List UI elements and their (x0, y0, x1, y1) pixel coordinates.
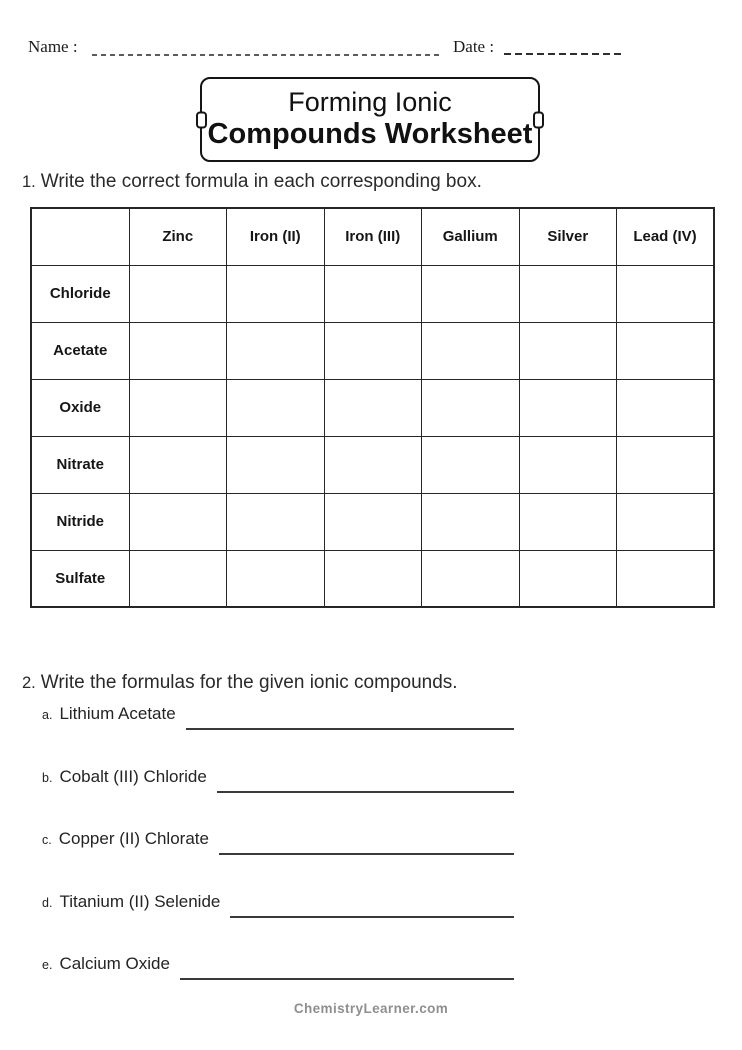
formula-cell[interactable] (519, 322, 617, 379)
answer-line[interactable] (230, 916, 514, 918)
table-row (31, 379, 714, 436)
table-row (31, 265, 714, 322)
column-header-lead-iv: Lead (IV) (617, 208, 715, 265)
formula-cell[interactable] (227, 550, 325, 607)
item-text: Titanium (II) Selenide (59, 892, 221, 911)
formula-cell[interactable] (617, 436, 715, 493)
formula-cell[interactable] (422, 322, 520, 379)
column-header-iron-iii: Iron (III) (324, 208, 422, 265)
table-header-row (31, 208, 714, 265)
item-text: Calcium Oxide (59, 954, 170, 973)
formula-cell[interactable] (227, 379, 325, 436)
item-letter: d. (42, 896, 53, 910)
formula-cell[interactable] (519, 436, 617, 493)
row-header-oxide: Oxide (31, 379, 129, 436)
formula-cell[interactable] (617, 322, 715, 379)
corner-cell (31, 208, 129, 265)
title-line-1: Forming Ionic (288, 87, 452, 118)
column-header-iron-ii: Iron (II) (227, 208, 325, 265)
formula-cell[interactable] (129, 436, 227, 493)
formula-cell[interactable] (519, 550, 617, 607)
answer-line[interactable] (186, 728, 514, 730)
formula-cell[interactable] (422, 550, 520, 607)
item-letter: b. (42, 771, 53, 785)
row-header-nitrate: Nitrate (31, 436, 129, 493)
list-item-b (42, 766, 514, 789)
formula-cell[interactable] (129, 379, 227, 436)
formula-cell[interactable] (617, 493, 715, 550)
column-header-gallium: Gallium (422, 208, 520, 265)
formula-cell[interactable] (617, 265, 715, 322)
row-header-chloride: Chloride (31, 265, 129, 322)
worksheet-title-box (200, 77, 540, 162)
question-2-number: 2. (22, 674, 36, 692)
table-row (31, 550, 714, 607)
question-1 (22, 171, 482, 193)
formula-cell[interactable] (519, 265, 617, 322)
formula-cell[interactable] (227, 322, 325, 379)
formula-cell[interactable] (129, 322, 227, 379)
item-letter: c. (42, 833, 52, 847)
name-fill-line[interactable] (92, 54, 439, 56)
answer-line[interactable] (219, 853, 514, 855)
date-label: Date : (453, 37, 495, 56)
formula-cell[interactable] (422, 379, 520, 436)
question-2 (22, 672, 458, 694)
question-1-number: 1. (22, 173, 36, 191)
formula-cell[interactable] (129, 493, 227, 550)
formula-cell[interactable] (519, 379, 617, 436)
formula-cell[interactable] (227, 493, 325, 550)
item-text: Lithium Acetate (59, 704, 176, 723)
formula-cell[interactable] (422, 265, 520, 322)
formula-cell[interactable] (324, 322, 422, 379)
item-letter: a. (42, 708, 53, 722)
table-row (31, 493, 714, 550)
formula-cell[interactable] (324, 436, 422, 493)
item-text: Copper (II) Chlorate (58, 829, 209, 848)
formula-cell[interactable] (129, 550, 227, 607)
formula-cell[interactable] (227, 265, 325, 322)
row-header-nitride: Nitride (31, 493, 129, 550)
item-text: Cobalt (III) Chloride (59, 767, 207, 786)
left-handle-decoration (196, 111, 207, 128)
name-label: Name : (28, 37, 78, 56)
list-item-d (42, 891, 514, 914)
answer-line[interactable] (217, 791, 514, 793)
formula-cell[interactable] (617, 550, 715, 607)
list-item-c (42, 828, 514, 851)
title-line-2: Compounds Worksheet (207, 118, 533, 151)
list-item-e (42, 953, 514, 976)
question-1-text: Write the correct formula in each corresponding box. (40, 171, 482, 192)
right-handle-decoration (533, 111, 544, 128)
site-credit: ChemistryLearner.com (293, 1001, 449, 1016)
formula-cell[interactable] (324, 493, 422, 550)
column-header-zinc: Zinc (129, 208, 227, 265)
formula-cell[interactable] (422, 436, 520, 493)
row-header-acetate: Acetate (31, 322, 129, 379)
formula-cell[interactable] (227, 436, 325, 493)
item-letter: e. (42, 958, 53, 972)
table-row (31, 436, 714, 493)
formula-cell[interactable] (422, 493, 520, 550)
formula-cell[interactable] (617, 379, 715, 436)
answer-line[interactable] (180, 978, 514, 980)
formula-table (30, 207, 715, 608)
formula-cell[interactable] (324, 265, 422, 322)
question-2-text: Write the formulas for the given ionic compounds. (40, 672, 458, 693)
date-fill-line[interactable] (504, 53, 623, 55)
formula-cell[interactable] (324, 550, 422, 607)
list-item-a (42, 703, 514, 726)
formula-cell[interactable] (129, 265, 227, 322)
formula-cell[interactable] (519, 493, 617, 550)
column-header-silver: Silver (519, 208, 617, 265)
table-row (31, 322, 714, 379)
formula-cell[interactable] (324, 379, 422, 436)
row-header-sulfate: Sulfate (31, 550, 129, 607)
